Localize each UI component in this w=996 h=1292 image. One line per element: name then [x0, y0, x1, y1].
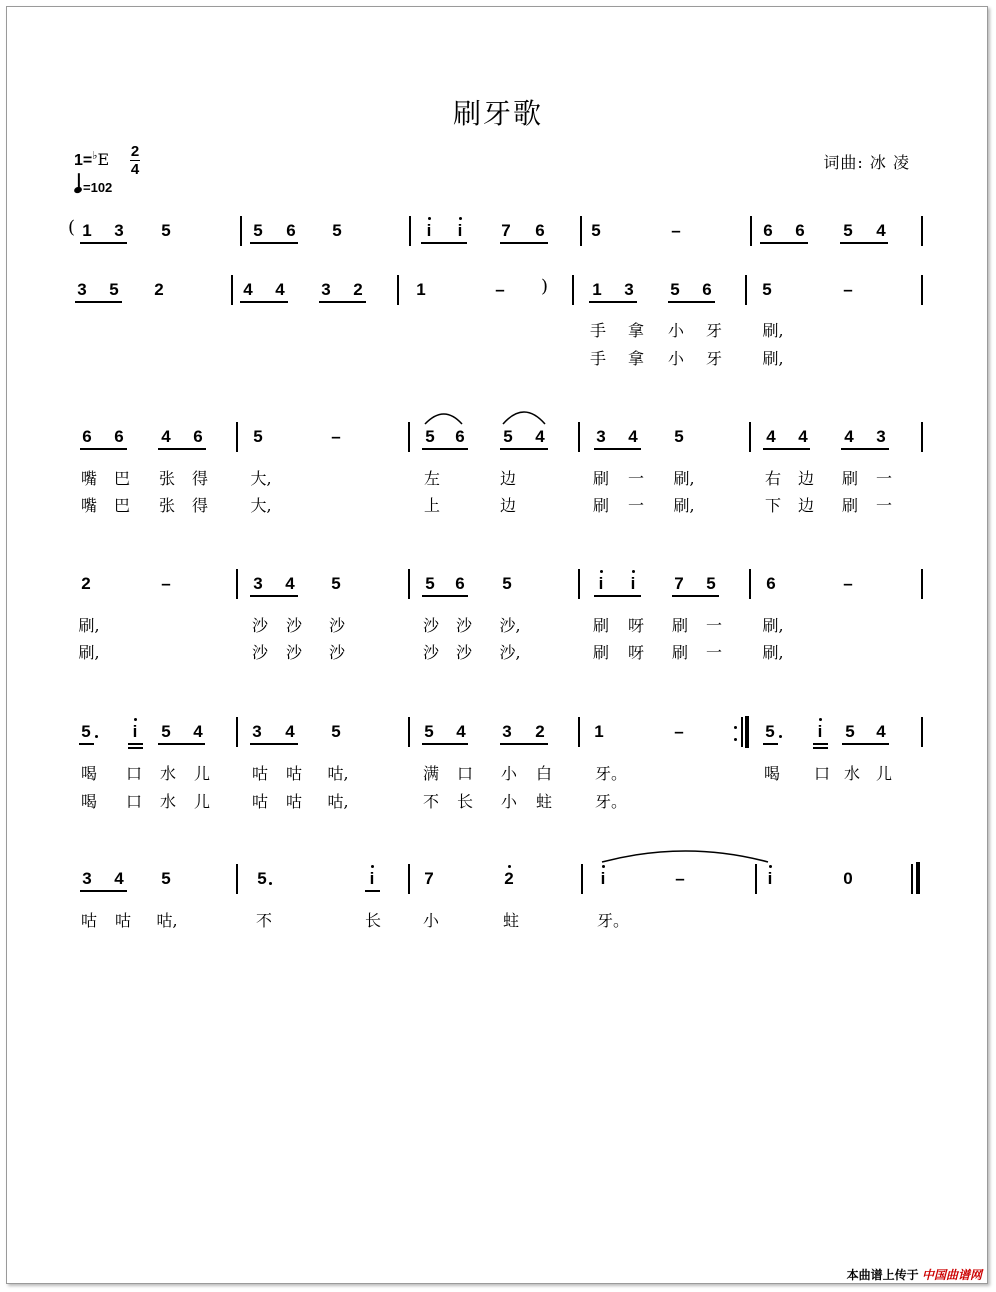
lyric-syllable: 不: [255, 911, 272, 930]
lyric-syllable: 刷,: [762, 321, 784, 340]
jianpu-note: 4: [628, 427, 638, 446]
lyric-syllable: 呀: [627, 616, 644, 635]
lyric-syllable: 下: [764, 496, 781, 515]
lyric-syllable: 蛀: [535, 792, 552, 811]
lyric-syllable: 咕,: [156, 911, 178, 930]
lyric-syllable: 儿: [875, 764, 892, 783]
jianpu-note: 4: [114, 869, 124, 888]
song-title: 刷牙歌: [452, 97, 543, 130]
lyric-syllable: 长: [364, 911, 381, 930]
jianpu-note: 5: [109, 280, 119, 299]
lyric-syllable: 牙: [705, 349, 722, 368]
lyric-syllable: 白: [535, 764, 552, 783]
lyric-syllable: 刷,: [78, 616, 100, 635]
jianpu-note: 6: [763, 221, 773, 240]
lyric-syllable: 刷: [671, 643, 688, 662]
lyric-syllable: 刷,: [673, 496, 695, 515]
lyric-syllable: 边: [499, 496, 516, 515]
lyric-syllable: 边: [797, 469, 814, 488]
jianpu-note: i: [457, 221, 463, 240]
jianpu-note: 6: [766, 574, 776, 593]
jianpu-note: 5: [670, 280, 680, 299]
composer-credit: 词曲: 冰 凌: [823, 153, 910, 172]
jianpu-note: 4: [535, 427, 545, 446]
jianpu-note: –: [675, 869, 685, 888]
lyric-syllable: 沙: [455, 643, 472, 662]
lyric-syllable: 呀: [627, 643, 644, 662]
lyric-syllable: 喝: [763, 764, 780, 783]
lyric-syllable: 嘴: [80, 469, 97, 488]
jianpu-note: 4: [285, 574, 295, 593]
jianpu-note: 5: [503, 427, 513, 446]
jianpu-note: 5: [253, 221, 263, 240]
jianpu-note: 2: [535, 722, 545, 741]
jianpu-note: 7: [424, 869, 434, 888]
jianpu-note: 3: [82, 869, 92, 888]
lyric-syllable: 拿: [627, 321, 644, 340]
lyric-syllable: 刷,: [762, 643, 784, 662]
jianpu-note: 6: [535, 221, 545, 240]
lyric-syllable: 刷: [592, 643, 609, 662]
lyric-syllable: 小: [422, 911, 439, 930]
lyric-syllable: 沙,: [499, 643, 521, 662]
lyric-syllable: 沙: [328, 643, 345, 662]
lyric-syllable: 巴: [113, 469, 130, 488]
lyric-syllable: 咕: [285, 764, 302, 783]
lyric-syllable: 嘴: [80, 496, 97, 515]
jianpu-note: 2: [81, 574, 91, 593]
lyric-syllable: 不: [422, 792, 439, 811]
jianpu-note: 5: [253, 427, 263, 446]
jianpu-note: 7: [674, 574, 684, 593]
lyric-syllable: 左: [423, 469, 440, 488]
lyric-syllable: 边: [499, 469, 516, 488]
time-signature-top: 2: [130, 143, 140, 160]
lyric-syllable: 小: [667, 321, 684, 340]
jianpu-note: 5: [762, 280, 772, 299]
jianpu-note: 6: [702, 280, 712, 299]
lyric-syllable: 刷: [841, 469, 858, 488]
lyric-syllable: 喝: [80, 792, 97, 811]
lyric-syllable: 沙: [455, 616, 472, 635]
jianpu-note: 7: [501, 221, 511, 240]
time-signature-bottom: 4: [130, 161, 140, 178]
lyric-syllable: 刷: [841, 496, 858, 515]
lyric-syllable: 水: [159, 764, 176, 783]
lyric-syllable: 大,: [250, 469, 272, 488]
jianpu-note: 4: [766, 427, 776, 446]
upload-credit-prefix: 本曲谱上传于: [846, 1268, 919, 1282]
jianpu-note: 3: [624, 280, 634, 299]
lyric-syllable: 张: [158, 469, 175, 488]
lyric-syllable: 刷: [671, 616, 688, 635]
jianpu-note: 4: [243, 280, 253, 299]
jianpu-note: –: [674, 722, 684, 741]
lyric-syllable: 刷: [592, 469, 609, 488]
jianpu-note: 5: [161, 221, 171, 240]
jianpu-note: i: [598, 574, 604, 593]
jianpu-note: 6: [114, 427, 124, 446]
jianpu-note: 6: [455, 574, 465, 593]
lyric-syllable: 咕: [251, 792, 268, 811]
jianpu-note: 5: [706, 574, 716, 593]
jianpu-note: 3: [502, 722, 512, 741]
lyric-syllable: 小: [500, 764, 517, 783]
jianpu-note: 3: [321, 280, 331, 299]
close-parenthesis: ): [541, 276, 549, 297]
jianpu-note: 3: [876, 427, 886, 446]
lyric-syllable: 手: [589, 321, 606, 340]
jianpu-note: 2: [353, 280, 363, 299]
upload-credit: [847, 1266, 982, 1283]
lyric-syllable: 牙。: [595, 764, 628, 783]
lyric-syllable: 得: [191, 496, 208, 515]
lyric-syllable: 牙: [705, 321, 722, 340]
jianpu-note: 6: [193, 427, 203, 446]
jianpu-note: 1: [416, 280, 426, 299]
jianpu-note: 4: [193, 722, 203, 741]
lyric-syllable: 咕: [285, 792, 302, 811]
jianpu-note: 2: [504, 869, 514, 888]
lyric-syllable: 咕: [251, 764, 268, 783]
jianpu-note: 3: [114, 221, 124, 240]
lyric-syllable: 牙。: [595, 792, 628, 811]
lyric-syllable: 右: [764, 469, 781, 488]
jianpu-note: 2: [154, 280, 164, 299]
lyric-syllable: 咕: [80, 911, 97, 930]
lyric-syllable: 刷,: [673, 469, 695, 488]
lyric-syllable: 满: [422, 764, 439, 783]
lyric-syllable: 张: [158, 496, 175, 515]
lyric-syllable: 沙: [251, 643, 268, 662]
tie-arc: [425, 414, 462, 424]
jianpu-note: i: [426, 221, 432, 240]
jianpu-note: i: [369, 869, 375, 888]
jianpu-note: 1: [82, 221, 92, 240]
lyric-syllable: 口: [125, 764, 142, 783]
lyric-syllable: 手: [589, 349, 606, 368]
lyric-syllable: 小: [500, 792, 517, 811]
jianpu-note: 3: [253, 574, 263, 593]
jianpu-note: 6: [82, 427, 92, 446]
lyric-syllable: 蛀: [502, 911, 519, 930]
lyric-syllable: 刷,: [762, 616, 784, 635]
jianpu-note: 1: [594, 722, 604, 741]
jianpu-note: 1: [592, 280, 602, 299]
jianpu-note: 5: [674, 427, 684, 446]
jianpu-note: –: [495, 280, 505, 299]
jianpu-note: i: [817, 722, 823, 741]
jianpu-note: 5: [843, 221, 853, 240]
jianpu-note: 5: [332, 221, 342, 240]
tempo-value: =102: [83, 180, 113, 195]
open-parenthesis: (: [68, 217, 76, 238]
jianpu-note: 4: [275, 280, 285, 299]
jianpu-note: 5: [424, 722, 434, 741]
lyric-syllable: 口: [813, 764, 830, 783]
jianpu-note: 5: [161, 722, 171, 741]
lyric-syllable: 喝: [80, 764, 97, 783]
lyric-syllable: 刷,: [762, 349, 784, 368]
jianpu-note: 3: [77, 280, 87, 299]
key-label: 1=: [74, 152, 93, 169]
lyric-syllable: 一: [875, 496, 892, 515]
flat-sign: ♭: [92, 149, 98, 162]
jianpu-note: 6: [286, 221, 296, 240]
jianpu-note: 5: [765, 722, 775, 741]
jianpu-note: 5: [161, 869, 171, 888]
jianpu-note: 4: [456, 722, 466, 741]
lyric-syllable: 咕,: [327, 792, 349, 811]
jianpu-note: –: [671, 221, 681, 240]
lyric-syllable: 刷: [592, 496, 609, 515]
lyric-syllable: 口: [125, 792, 142, 811]
lyric-syllable: 沙: [285, 643, 302, 662]
key-note: E: [97, 150, 110, 169]
jianpu-note: 6: [455, 427, 465, 446]
lyric-syllable: 沙: [251, 616, 268, 635]
jianpu-note: 5: [257, 869, 267, 888]
lyric-syllable: 牙。: [597, 911, 630, 930]
jianpu-note: 5: [502, 574, 512, 593]
jianpu-note: 4: [876, 221, 886, 240]
lyric-syllable: 沙: [328, 616, 345, 635]
lyric-syllable: 咕,: [327, 764, 349, 783]
lyric-syllable: 巴: [113, 496, 130, 515]
lyric-syllable: 一: [627, 469, 644, 488]
jianpu-note: 4: [844, 427, 854, 446]
jianpu-note: 5: [331, 722, 341, 741]
lyric-syllable: 大,: [250, 496, 272, 515]
jianpu-note: i: [630, 574, 636, 593]
lyric-syllable: 得: [191, 469, 208, 488]
lyric-syllable: 儿: [193, 792, 210, 811]
jianpu-note: 3: [596, 427, 606, 446]
lyric-syllable: 沙,: [499, 616, 521, 635]
lyric-syllable: 一: [875, 469, 892, 488]
jianpu-note: 5: [425, 574, 435, 593]
lyric-syllable: 沙: [422, 616, 439, 635]
lyric-syllable: 拿: [627, 349, 644, 368]
jianpu-note: 5: [591, 221, 601, 240]
lyric-syllable: 水: [159, 792, 176, 811]
lyric-syllable: 口: [456, 764, 473, 783]
lyric-syllable: 刷: [592, 616, 609, 635]
jianpu-note: i: [132, 722, 138, 741]
lyric-syllable: 刷,: [78, 643, 100, 662]
lyric-syllable: 水: [843, 764, 860, 783]
lyric-syllable: 一: [705, 643, 722, 662]
lyric-syllable: 边: [797, 496, 814, 515]
jianpu-note: 4: [285, 722, 295, 741]
jianpu-note: 4: [798, 427, 808, 446]
jianpu-note: 5: [331, 574, 341, 593]
lyric-syllable: 儿: [193, 764, 210, 783]
jianpu-note: 0: [843, 869, 853, 888]
jianpu-note: –: [843, 574, 853, 593]
lyric-syllable: 上: [423, 496, 440, 515]
jianpu-note: –: [843, 280, 853, 299]
tie-arc: [503, 412, 545, 424]
lyric-syllable: 一: [705, 616, 722, 635]
lyric-syllable: 沙: [422, 643, 439, 662]
jianpu-note: 3: [252, 722, 262, 741]
jianpu-note: 4: [876, 722, 886, 741]
lyric-syllable: 咕: [114, 911, 131, 930]
lyric-syllable: 小: [667, 349, 684, 368]
jianpu-note: 5: [845, 722, 855, 741]
lyric-syllable: 长: [456, 792, 473, 811]
site-logo: 中国曲谱网: [921, 1268, 982, 1282]
jianpu-note: –: [331, 427, 341, 446]
jianpu-note: 6: [795, 221, 805, 240]
lyric-syllable: 沙: [285, 616, 302, 635]
jianpu-note: 5: [81, 722, 91, 741]
jianpu-note: 5: [425, 427, 435, 446]
jianpu-note: i: [600, 869, 606, 888]
jianpu-note: i: [767, 869, 773, 888]
slur-arc: [602, 851, 768, 862]
lyric-syllable: 一: [627, 496, 644, 515]
jianpu-note: 4: [161, 427, 171, 446]
jianpu-note: –: [161, 574, 171, 593]
